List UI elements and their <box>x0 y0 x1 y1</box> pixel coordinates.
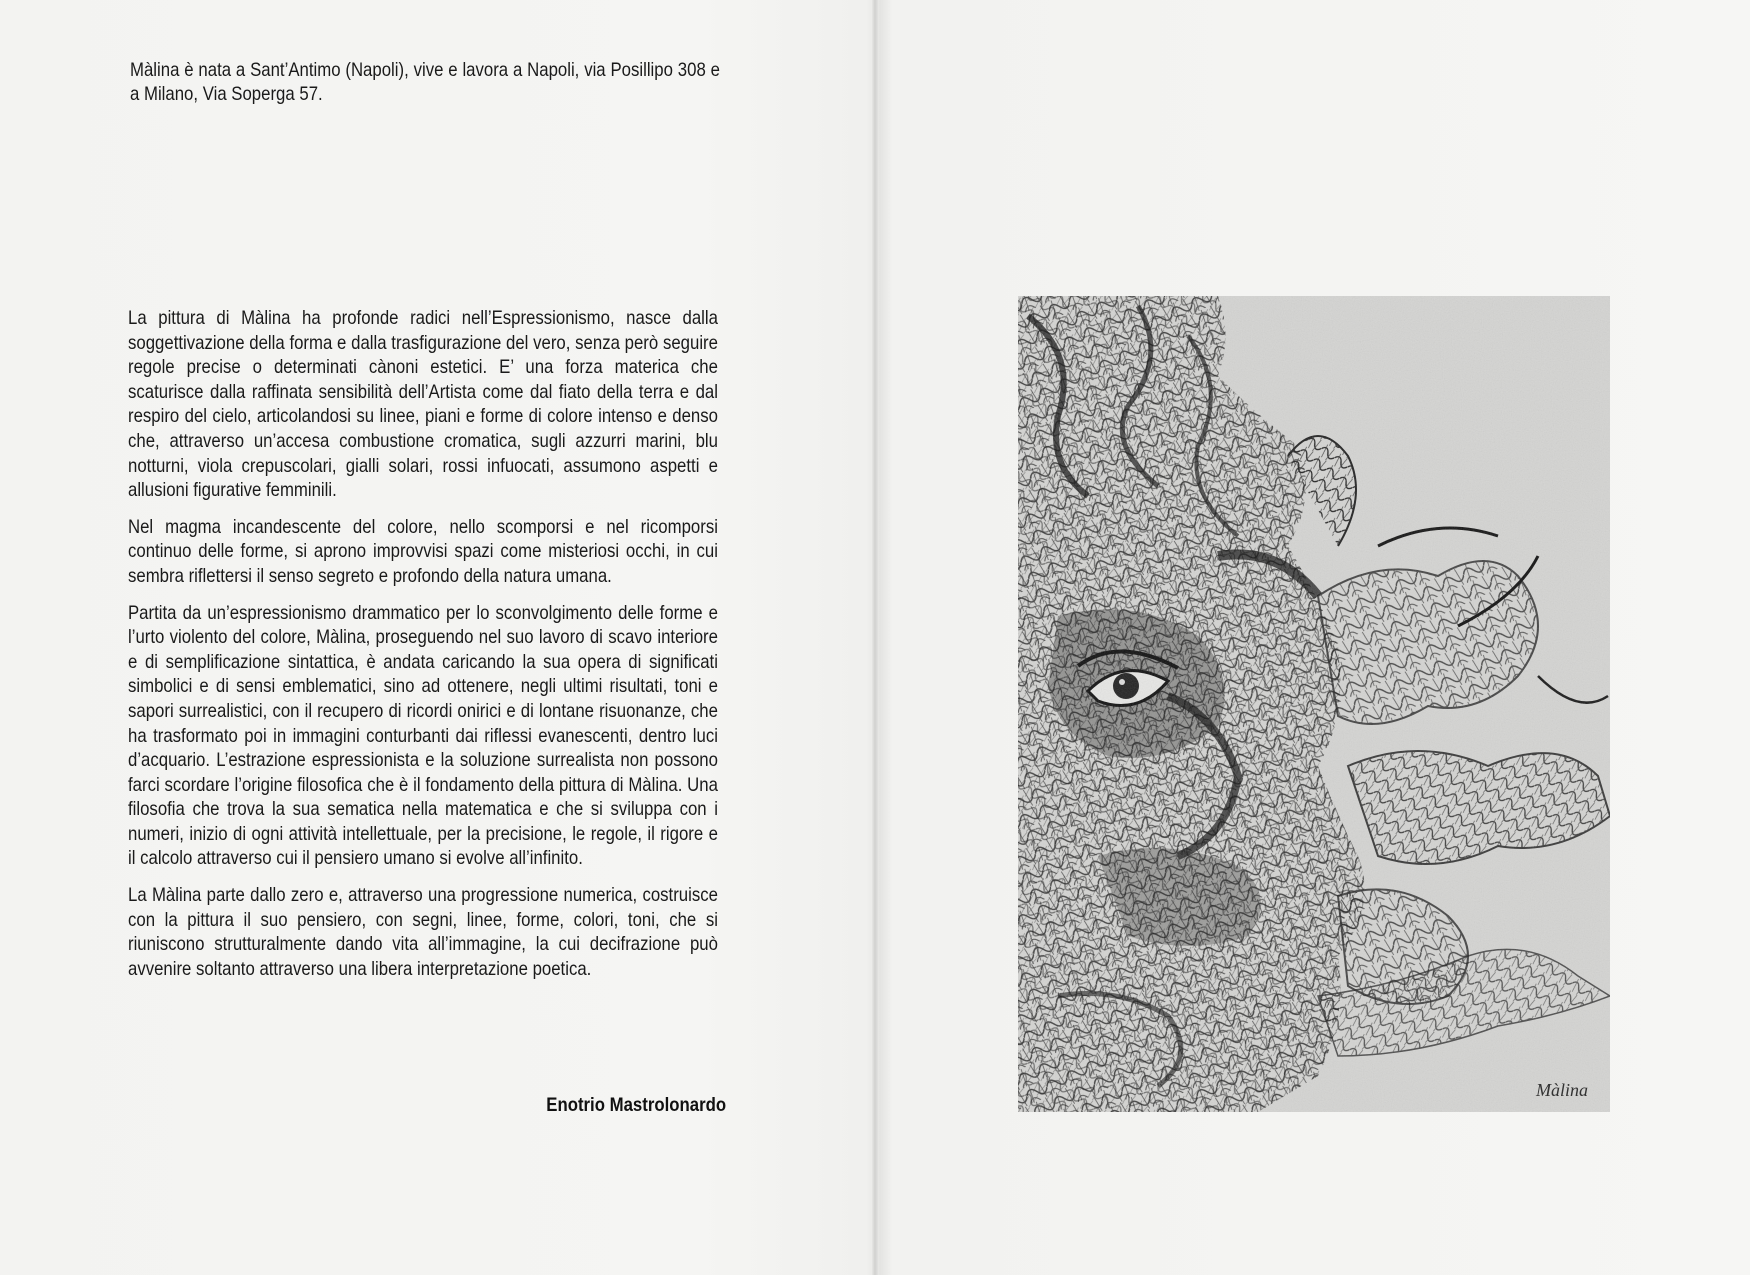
critical-essay <box>128 306 718 993</box>
artist-intro: Màlina è nata a Sant’Antimo (Napoli), vive e lavora a Napoli, via Posillipo 308 e a Milano, Via Soperga 57. <box>130 59 720 105</box>
artwork-drawing <box>1018 296 1610 1112</box>
artwork-image <box>1018 296 1610 1112</box>
left-page <box>0 0 874 1275</box>
essay-author: Enotrio Mastrolonardo <box>546 1094 726 1116</box>
essay-paragraph-4: La Màlina parte dallo zero e, attraverso una progressione numerica, costruisce con la pittura il suo pensiero, con segni, linee, forme, colori, toni, che si riuniscono strutturalmente dando vita all’immagine, la cui decifrazione può avvenire soltanto attraverso una libera interpretazione poetica. <box>128 884 718 980</box>
essay-paragraph-1: La pittura di Màlina ha profonde radici nell’Espressionismo, nasce dalla soggettivazione della forma e dalla trasfigurazione del vero, senza però seguire regole precise o determinati cànoni estetici. E’ una forza materica che scaturisce dalla raffinata sensibilità dell’Artista come dal fiato della terra e dal respiro del cielo, articolandosi su linee, piani e forme di colore intenso e denso che, attraverso un’accesa combustione cromatica, sugli azzurri marini, blu notturni, viola crepuscolari, gialli solari, rossi infuocati, assumono aspetti e allusioni figurative femminili. <box>128 307 718 502</box>
artwork-signature: Màlina <box>1536 1080 1588 1100</box>
essay-paragraph-2: Nel magma incandescente del colore, nello scomporsi e nel ricomporsi continuo delle forme, si aprono improvvisi spazi come misteriosi occhi, in cui sembra riflettersi il senso segreto e profondo della natura umana. <box>128 515 718 587</box>
essay-paragraph-3: Partita da un’espressionismo drammatico per lo sconvolgimento delle forme e l’urto violento del colore, Màlina, proseguendo nel suo lavoro di scavo interiore e di semplificazione sintattica, è andata caricando la sua opera di significati simbolici e di sensi emblematici, sino ad ottenere, negli ultimi risultati, toni e sapori surrealistici, con il recupero di ricordi onirici e di lontane risuonanze, che ha trasformato poi in immagini conturbanti dai riflessi evanescenti, dentro luci d’acquario. L’estrazione espressionista e la soluzione surrealista non possono farci scordare l’origine filosofica che è il fondamento della pittura di Màlina. Una filosofia che trova la sua sematica nella matematica e che si sviluppa con i numeri, inizio di ogni attività intellettuale, per la precisione, le regole, il rigore e il calcolo attraverso cui il pensiero umano si evolve all’infinito. <box>128 601 718 870</box>
